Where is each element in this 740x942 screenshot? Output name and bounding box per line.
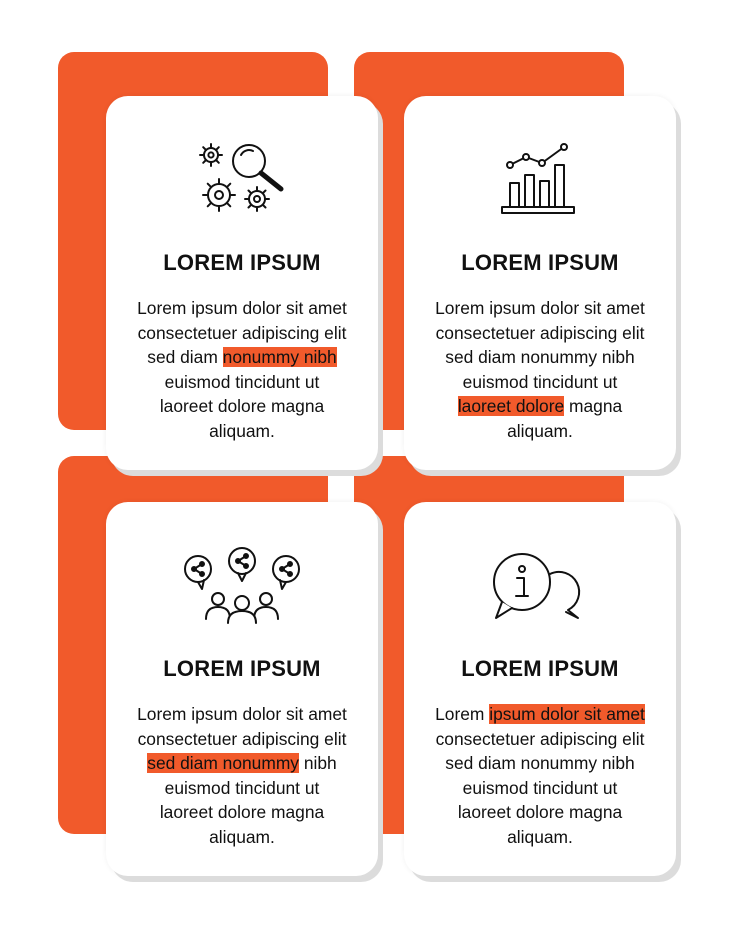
highlighted-text: ipsum dolor sit amet (489, 704, 645, 724)
info-card-3 (106, 502, 378, 876)
bar-chart-icon (404, 136, 676, 226)
body-text: aliquam. (209, 420, 275, 441)
body-line (410, 825, 670, 850)
card-title: LOREM IPSUM (461, 250, 619, 275)
body-line (112, 702, 372, 727)
body-line (112, 296, 372, 321)
body-line (112, 345, 372, 370)
highlighted-text: sed diam nonummy (147, 753, 300, 774)
body-text: sed diam nonummy nibh (445, 753, 635, 774)
card-body (112, 702, 372, 850)
body-text: euismod tincidunt ut (462, 371, 618, 392)
body-text: Lorem ipsum dolor sit amet (137, 298, 347, 318)
info-chat-icon (404, 542, 676, 632)
body-text: magna (564, 396, 623, 417)
body-text: Lorem ipsum dolor sit amet (137, 704, 347, 724)
body-text: laoreet dolore magna (457, 802, 623, 823)
body-text: laoreet dolore magna (159, 396, 325, 417)
body-line (410, 296, 670, 321)
body-line (410, 345, 670, 370)
team-share-icon (106, 542, 378, 632)
body-text: euismod tincidunt ut (164, 371, 320, 392)
card-title: LOREM IPSUM (461, 656, 619, 681)
body-text: sed diam (147, 347, 223, 368)
body-line (410, 419, 670, 444)
body-text: consectetuer adipiscing elit (137, 728, 347, 749)
body-text: euismod tincidunt ut (462, 777, 618, 798)
body-line (112, 825, 372, 850)
body-line (112, 776, 372, 801)
body-text: Lorem ipsum dolor sit amet (435, 298, 645, 318)
card-title: LOREM IPSUM (163, 250, 321, 275)
card-body (410, 702, 670, 850)
body-text: euismod tincidunt ut (164, 777, 320, 798)
highlighted-text: nonummy nibh (222, 347, 337, 368)
body-line (112, 727, 372, 752)
body-text: nibh (299, 753, 337, 774)
body-line (410, 321, 670, 346)
body-text: Lorem (435, 704, 490, 724)
body-text: consectetuer adipiscing elit (435, 322, 645, 343)
highlighted-text: laoreet dolore (457, 396, 565, 417)
body-line (410, 776, 670, 801)
body-line (410, 800, 670, 825)
card-title: LOREM IPSUM (163, 656, 321, 681)
body-line (112, 751, 372, 776)
body-line (410, 394, 670, 419)
body-line (410, 702, 670, 727)
body-text: aliquam. (209, 826, 275, 847)
card-body (410, 296, 670, 444)
body-line (112, 419, 372, 444)
body-line (112, 800, 372, 825)
body-text: consectetuer adipiscing elit (435, 728, 645, 749)
gears-magnifier-icon (106, 136, 378, 226)
body-line (112, 394, 372, 419)
body-text: sed diam nonummy nibh (445, 347, 635, 368)
info-card-2 (404, 96, 676, 470)
body-line (410, 727, 670, 752)
card-body (112, 296, 372, 444)
body-line (410, 751, 670, 776)
info-card-4 (404, 502, 676, 876)
body-line (112, 370, 372, 395)
body-line (410, 370, 670, 395)
body-line (112, 321, 372, 346)
body-text: consectetuer adipiscing elit (137, 322, 347, 343)
body-text: aliquam. (507, 420, 573, 441)
info-card-1 (106, 96, 378, 470)
body-text: aliquam. (507, 826, 573, 847)
body-text: laoreet dolore magna (159, 802, 325, 823)
